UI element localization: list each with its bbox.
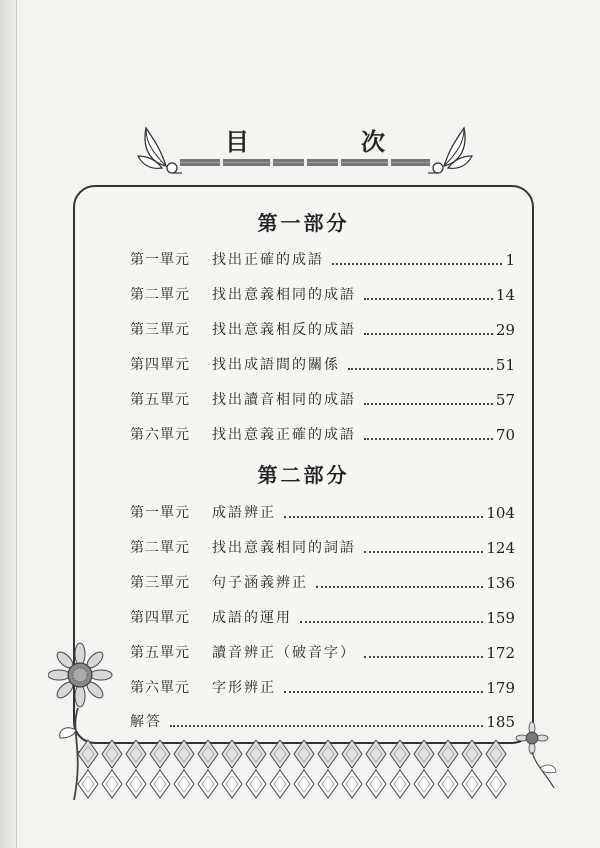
entry-title: 字形辨正: [212, 680, 276, 696]
unit-label: 第二單元: [130, 287, 190, 303]
entry-title: 找出正確的成語: [212, 252, 324, 268]
contents-frame: [73, 185, 534, 744]
leader-dots: [316, 586, 483, 588]
page-number: 57: [495, 391, 515, 409]
leader-dots: [364, 438, 493, 440]
toc-entry[interactable]: [130, 570, 515, 592]
toc-entry[interactable]: [130, 352, 515, 374]
toc-entry[interactable]: [130, 500, 515, 522]
unit-label: 第五單元: [130, 392, 190, 408]
page-number: 1: [505, 251, 515, 269]
unit-label: 第四單元: [130, 357, 190, 373]
toc-entry[interactable]: [130, 605, 515, 627]
unit-label: 第六單元: [130, 427, 190, 443]
unit-label: 第二單元: [130, 540, 190, 556]
entry-title: 成語的運用: [212, 610, 292, 626]
page-number: 51: [495, 356, 515, 374]
title-header: [130, 108, 480, 178]
unit-label: 第一單元: [130, 252, 190, 268]
leader-dots: [332, 263, 502, 265]
leader-dots: [364, 403, 493, 405]
leader-dots: [364, 551, 483, 553]
page-number: 14: [495, 286, 515, 304]
page-number: 124: [486, 539, 515, 557]
unit-label: 第四單元: [130, 610, 190, 626]
toc-entry[interactable]: [130, 640, 515, 662]
leader-dots: [284, 691, 483, 693]
entry-title: 成語辨正: [212, 505, 276, 521]
entry-title: 解答: [130, 714, 162, 730]
diamond-lattice-border: [52, 738, 552, 800]
page-number: 70: [495, 426, 515, 444]
toc-entry[interactable]: [130, 387, 515, 409]
page-number: 172: [486, 644, 515, 662]
entry-title: 找出意義相同的詞語: [212, 540, 356, 556]
part1-heading: 第一部分: [257, 211, 350, 235]
leader-dots: [170, 725, 483, 727]
page-number: 104: [486, 504, 515, 522]
page-number: 29: [495, 321, 515, 339]
entry-title: 找出意義相反的成語: [212, 322, 356, 338]
leaf-ornament-right-icon: [424, 118, 474, 178]
entry-title: 找出意義正確的成語: [212, 427, 356, 443]
unit-label: 第三單元: [130, 322, 190, 338]
page-number: 136: [486, 574, 515, 592]
unit-label: 第五單元: [130, 645, 190, 661]
leader-dots: [284, 516, 483, 518]
page-title: 目 次: [225, 127, 429, 156]
toc-entry[interactable]: [130, 247, 515, 269]
leader-dots: [348, 368, 493, 370]
entry-title: 讀音辨正（破音字）: [212, 645, 356, 661]
leader-dots: [364, 298, 493, 300]
unit-label: 第一單元: [130, 505, 190, 521]
entry-title: 找出讀音相同的成語: [212, 392, 356, 408]
leader-dots: [300, 621, 483, 623]
toc-entry[interactable]: [130, 675, 515, 697]
entry-title: 句子涵義辨正: [212, 575, 308, 591]
unit-label: 第六單元: [130, 680, 190, 696]
toc-entry[interactable]: [130, 535, 515, 557]
entry-title: 找出成語間的關係: [212, 357, 340, 373]
page-number: 179: [486, 679, 515, 697]
toc-entry[interactable]: [130, 317, 515, 339]
unit-label: 第三單元: [130, 575, 190, 591]
page-number: 185: [486, 713, 515, 731]
leader-dots: [364, 333, 493, 335]
leader-dots: [364, 656, 483, 658]
entry-title: 找出意義相同的成語: [212, 287, 356, 303]
page-number: 159: [486, 609, 515, 627]
part2-heading: 第二部分: [257, 463, 350, 487]
page-binding-edge: [0, 0, 17, 848]
toc-entry[interactable]: [130, 282, 515, 304]
toc-entry[interactable]: [130, 422, 515, 444]
decorative-bar: [180, 158, 430, 167]
toc-entry-answers[interactable]: [130, 709, 515, 731]
